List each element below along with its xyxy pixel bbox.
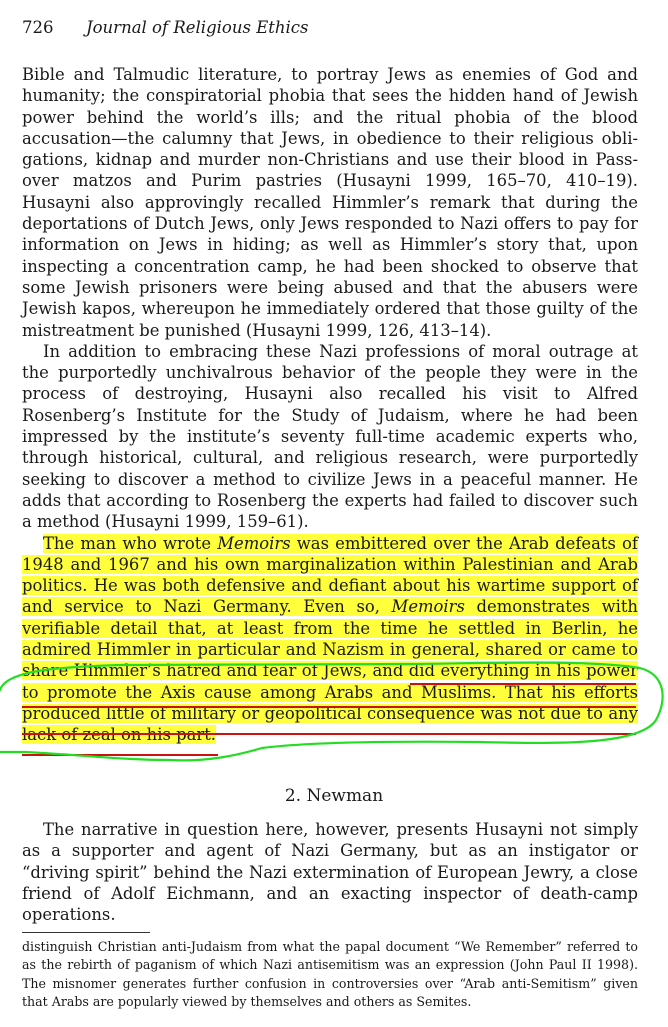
section-body	[22, 819, 638, 925]
footnote-rule	[22, 932, 150, 933]
body-text	[22, 64, 638, 746]
paragraph-highlighted	[22, 533, 638, 746]
book-title-memoirs: Memoirs	[391, 597, 465, 617]
section-heading: 2. Newman	[284, 786, 384, 806]
paragraph-rosenberg: In addition to embracing these Nazi professions of moral outrage at the purportedly unchivalrous behavior of the people they were in the process of destroying, Husayni also recalled his visit to Alfred Rosenberg’s Institute for the Study of Judaism, where he had been impressed by the institute’s seventy full-time academic experts who, through historical, cultural, and religious research, were purportedly seeking to discover a method to civilize Jews in a peaceful manner. He adds that according to Rosenberg the experts had failed to discover such a method (Husayni 1999, 159–61).	[22, 341, 638, 532]
journal-title: Journal of Religious Ethics	[86, 18, 309, 37]
paragraph-continued: Bible and Talmudic literature, to portray Jews as enemies of God and humanity; the conspiratorial phobia that sees the hidden hand of Jewish power behind the world’s ills; and the ritual phobia of the blood accusation—the calumny that Jews, in obedience to their religious obligations, kidnap and murder non-Christians and use their blood in Passover matzos and Purim pastries (Husayni 1999, 165–70, 410–19). Husayni also approvingly recalled Himmler’s remark that during the deportations of Dutch Jews, only Jews responded to Nazi offers to pay for information on Jews in hiding; as well as Himmler’s story that, upon inspecting a concentration camp, he had been shocked to observe that some Jewish prisoners were being abused and that the abusers were Jewish kapos, whereupon he immediately ordered that those guilty of the mistreatment be punished (Husayni 1999, 126, 413–14).	[22, 65, 638, 340]
book-title-memoirs: Memoirs	[217, 533, 291, 553]
highlighted-text: The man who wrote Memoirs was embittered over the Arab defeats of 1948 and 1967 and his own marginalization within Palestinian and Arab politics. He was both defensive and defiant about his wartime support of and service to Nazi Germany. Even so, Memoirs demonstrates with verifiable detail that, at least from the time he settled in Berlin, he admired Himmler in particular and Nazism in general, shared or came to share Himmler’s hatred and fear of Jews, and did everything in his power to promote the Axis cause among Arabs and Muslims. That his efforts produced little of military or geopolitical consequence was not due to any lack of zeal on his part.	[22, 533, 638, 745]
footnote-text: distinguish Christian anti-Judaism from what the papal document “We Remember” referred to as the rebirth of paganism of which Nazi antisemitism was an expression (John Paul II 1998). The misnomer generates further confusion in controversies over “Arab anti-Semitism” given that Arabs are popularly viewed by themselves and others as Semites.	[22, 939, 638, 1009]
paragraph-narrative: The narrative in question here, however, presents Husayni not simply as a supporter and agent of Nazi Germany, but as an instigator or “driving spirit” behind the Nazi extermination of European Jewry, a close friend of Adolf Eichmann, and an exacting inspector of death-camp operations.	[22, 820, 638, 925]
running-header	[22, 18, 308, 37]
page-number: 726	[22, 18, 54, 37]
footnote	[22, 938, 638, 1011]
